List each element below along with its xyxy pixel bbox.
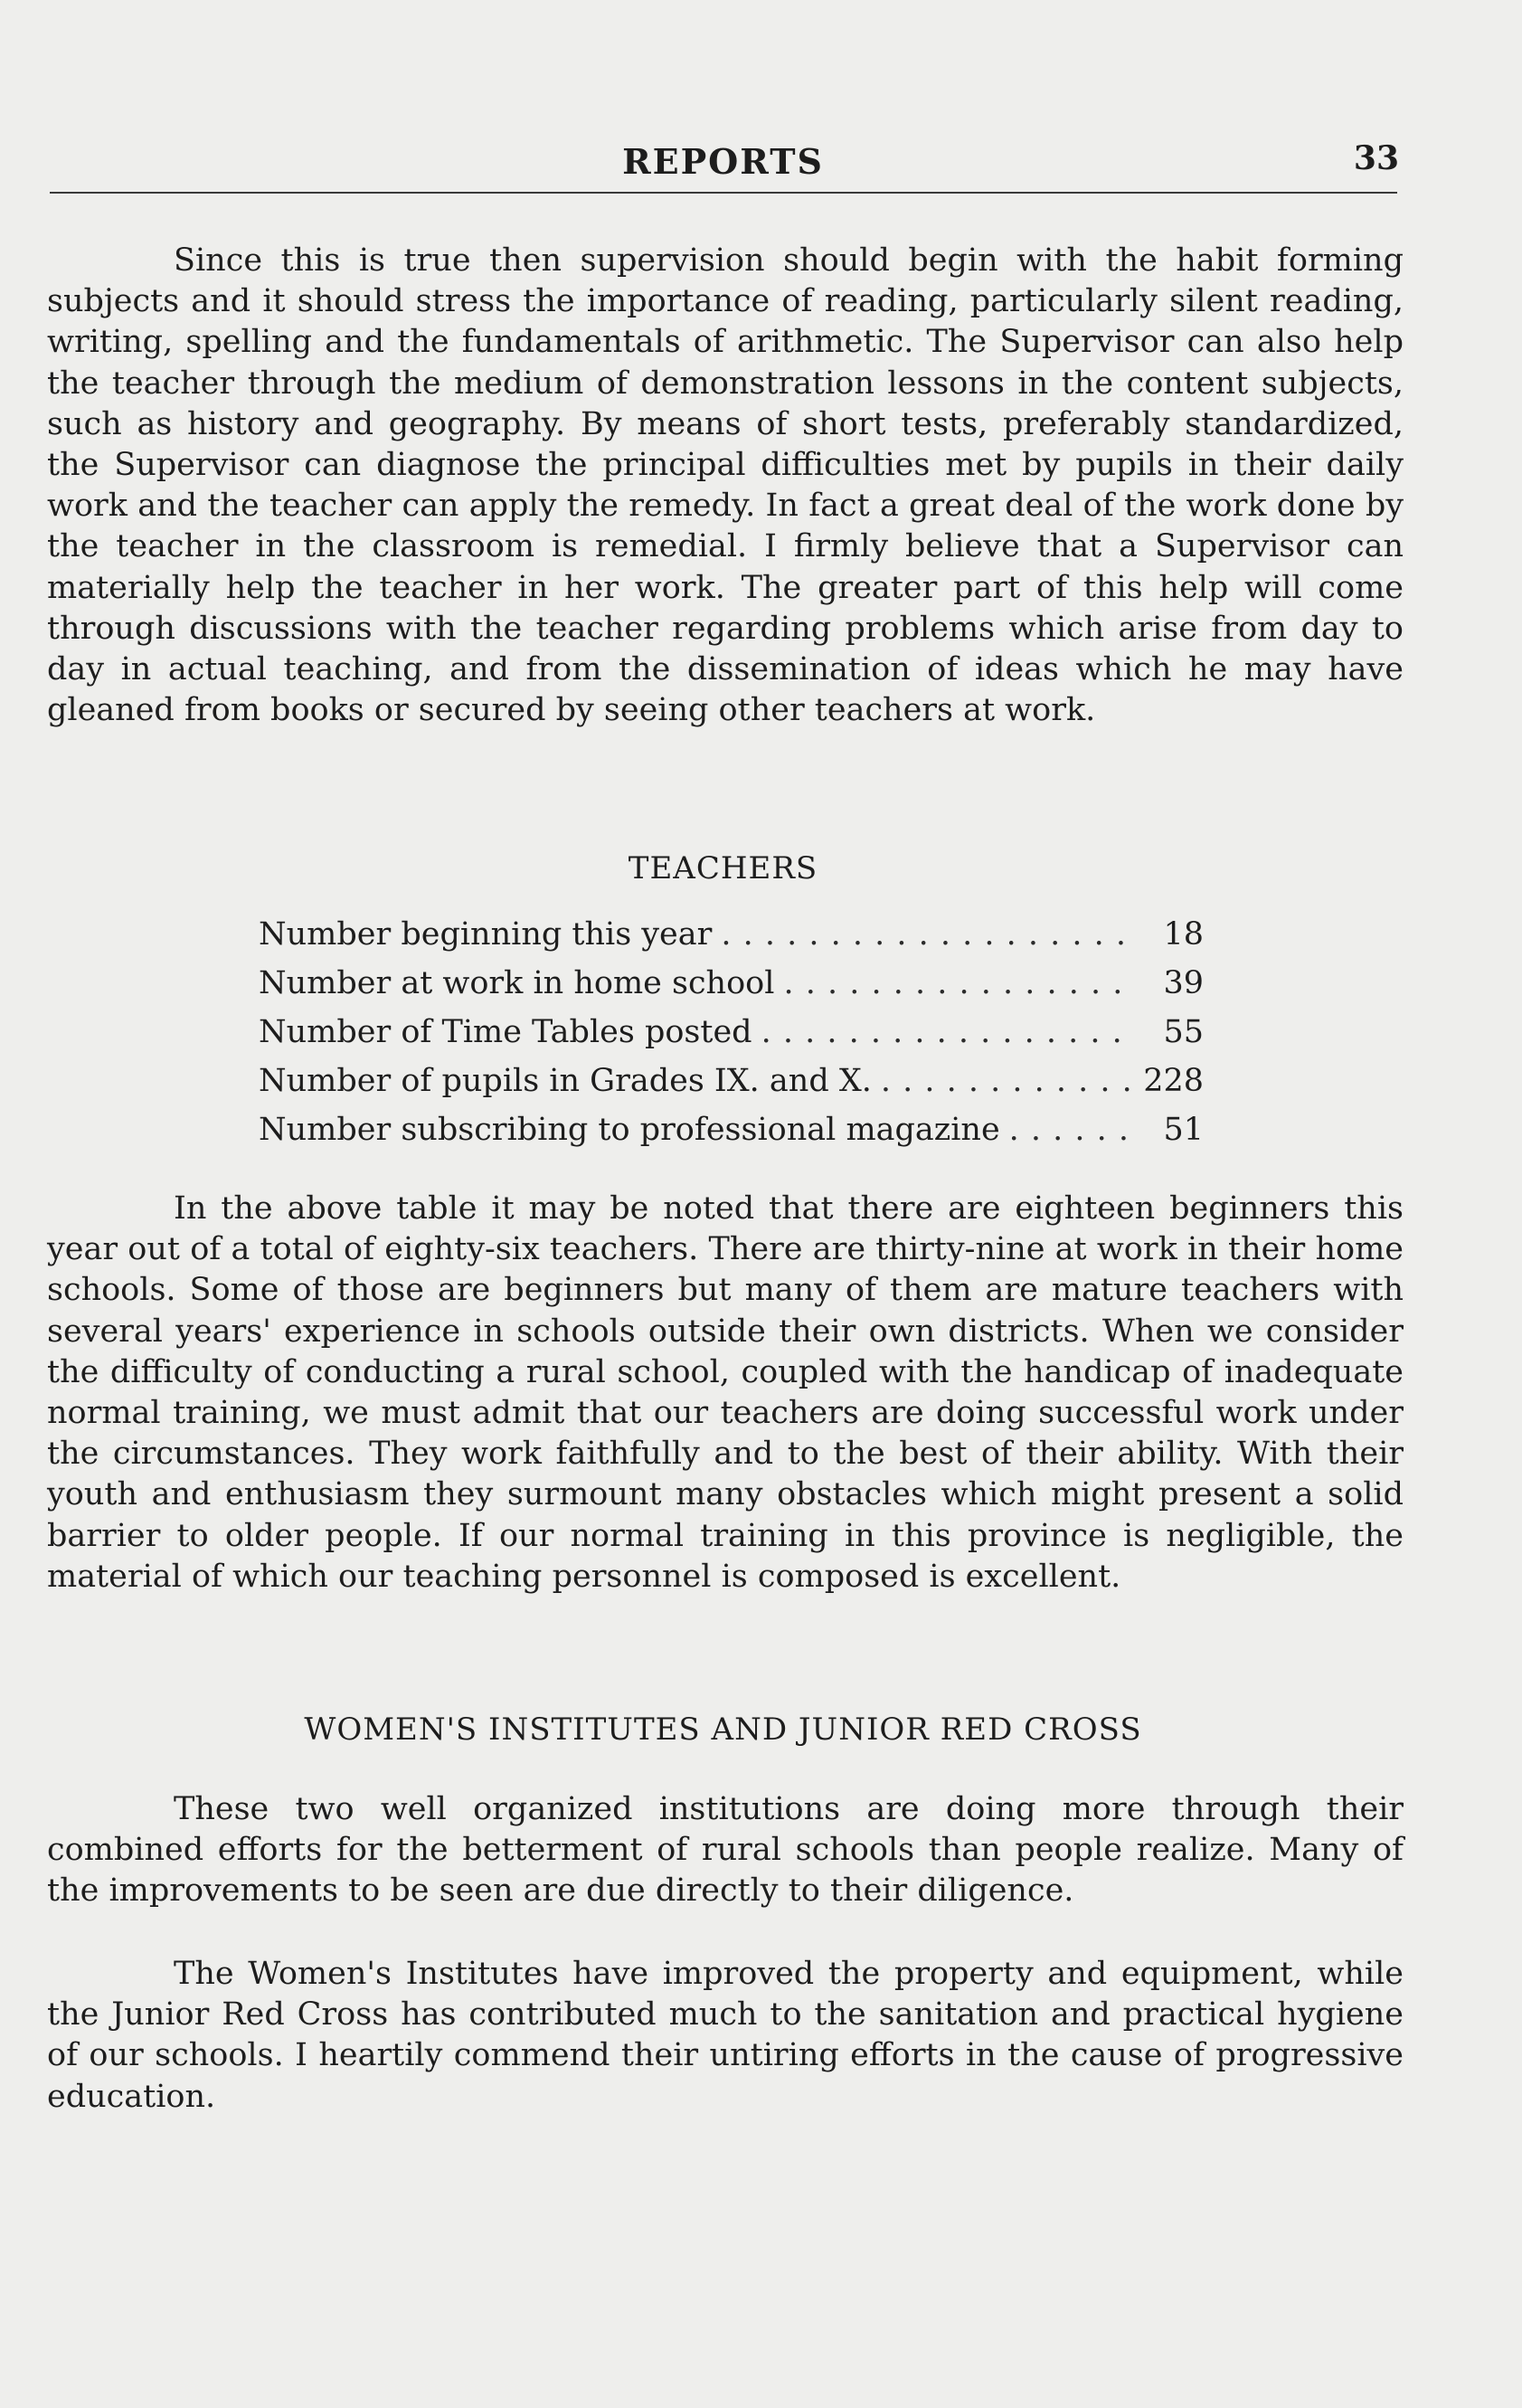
stat-row: [259, 965, 1204, 1014]
stat-value: 228: [1143, 1063, 1204, 1099]
page-number: 33: [1353, 139, 1399, 177]
leader-dots: [721, 916, 1135, 953]
institutes-heading: WOMEN'S INSTITUTES AND JUNIOR RED CROSS: [304, 1711, 1142, 1748]
running-title: REPORTS: [622, 141, 824, 182]
running-header: [47, 136, 1399, 190]
teachers-paragraph: [47, 1189, 1404, 1597]
stat-label: Number of pupils in Grades IX. and X.: [259, 1063, 872, 1099]
stat-row: [259, 1112, 1204, 1161]
leader-dots: [881, 1063, 1135, 1099]
stat-row: [259, 916, 1204, 965]
institutes-paragraph-1-text: These two well organized institutions are doing more through their combined efforts for the betterment of rural schools than people realize. Many of the improvements to be seen are due directly to their diligence.: [47, 1791, 1404, 1910]
stat-value: 51: [1163, 1112, 1204, 1148]
teachers-stat-table: [259, 916, 1204, 1161]
teachers-heading: TEACHERS: [628, 850, 818, 886]
intro-paragraph-text: Since this is true then supervision should begin with the habit forming subjects and it should stress the importance of reading, particularly silent reading, writing, spelling and the fundamentals of arithmetic. The Supervisor can also help the teacher through the medium of demonstration lessons in the content subjects, such as history and geography. By means of short tests, preferably standardized, the Supervisor can diagnose the principal difficulties met by pupils in their daily work and the teacher can apply the remedy. In fact a great deal of the work done by the teacher in the classroom is remedial. I firmly believe that a Supervisor can materially help the teacher in her work. The greater part of this help will come through discussions with the teacher regarding problems which arise from day to day in actual teaching, and from the dissemination of ideas which he may have gleaned from books or secured by seeing other teachers at work.: [47, 242, 1404, 729]
stat-value: 18: [1163, 916, 1204, 953]
intro-paragraph: [47, 241, 1404, 731]
stat-row: [259, 1014, 1204, 1063]
header-rule: [50, 192, 1397, 194]
institutes-paragraph-2: [47, 1954, 1404, 2118]
institutes-paragraph-1: [47, 1789, 1404, 1912]
leader-dots: [783, 965, 1135, 1001]
stat-row: [259, 1063, 1204, 1112]
stat-value: 55: [1163, 1014, 1204, 1050]
leader-dots: [761, 1014, 1135, 1050]
stat-label: Number beginning this year: [259, 916, 713, 953]
stat-value: 39: [1163, 965, 1204, 1001]
teachers-paragraph-text: In the above table it may be noted that there are eighteen beginners this year out of a total of eighty-six teachers. There are thirty-nine at work in their home schools. Some of those are beginners but many of them are mature teachers with several years' experience in schools outside their own districts. When we consider the difficulty of conducting a rural school, coupled with the handicap of inadequate normal training, we must admit that our teachers are doing successful work under the circumstances. They work faithfully and to the best of their ability. With their youth and enthusiasm they surmount many obstacles which might present a solid barrier to older people. If our normal training in this province is negligible, the material of which our teaching personnel is composed is excellent.: [47, 1190, 1404, 1595]
stat-label: Number subscribing to professional magazine: [259, 1112, 1000, 1148]
stat-label: Number of Time Tables posted: [259, 1014, 752, 1050]
leader-dots: [1009, 1112, 1135, 1148]
stat-label: Number at work in home school: [259, 965, 775, 1001]
institutes-paragraph-2-text: The Women's Institutes have improved the property and equipment, while the Junior Red Cross has contributed much to the sanitation and practical hygiene of our schools. I heartily commend their untiring efforts in the cause of progressive education.: [47, 1956, 1404, 2115]
